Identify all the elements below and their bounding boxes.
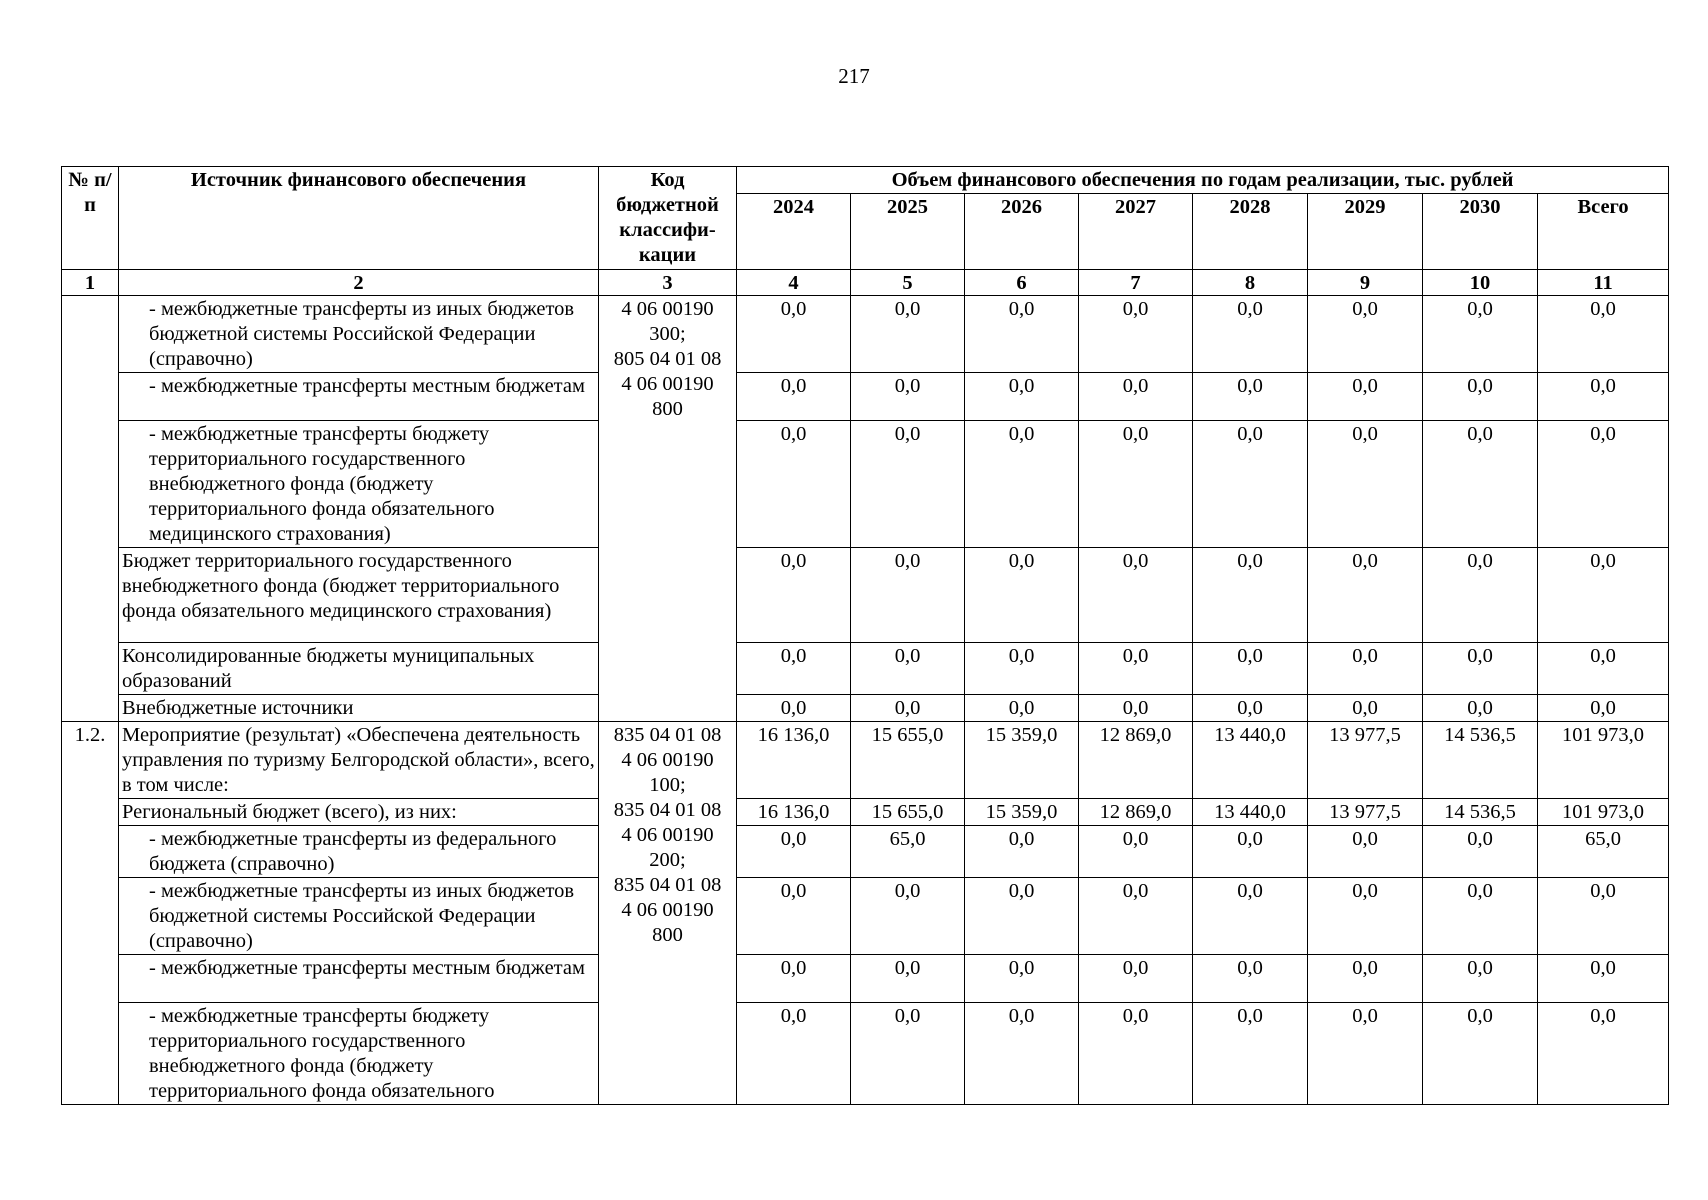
table-row	[62, 1003, 1669, 1105]
column-number: 8	[1193, 270, 1308, 296]
value-cell: 15 359,0	[965, 799, 1079, 826]
total-cell: 0,0	[1538, 421, 1669, 548]
col-header-volume: Объем финансового обеспечения по годам реализации, тыс. рублей	[737, 167, 1669, 194]
value-cell: 0,0	[851, 1003, 965, 1105]
source-cell: - межбюджетные трансферты из иных бюджетов бюджетной системы Российской Федерации (справочно)	[119, 878, 599, 955]
budget-code-line: 300;	[649, 323, 686, 345]
value-cell: 0,0	[1423, 421, 1538, 548]
value-cell: 0,0	[1079, 643, 1193, 695]
budget-code-line: 200;	[649, 849, 686, 871]
value-cell: 65,0	[851, 826, 965, 878]
value-cell: 0,0	[851, 695, 965, 722]
source-cell: - межбюджетные трансферты местным бюджетам	[119, 373, 599, 421]
value-cell: 0,0	[1423, 826, 1538, 878]
value-cell: 13 440,0	[1193, 799, 1308, 826]
total-cell: 0,0	[1538, 643, 1669, 695]
value-cell: 0,0	[1308, 955, 1423, 1003]
column-number: 7	[1079, 270, 1193, 296]
value-cell: 0,0	[1308, 296, 1423, 373]
value-cell: 0,0	[737, 548, 851, 643]
col-header-year: 2030	[1423, 194, 1538, 270]
value-cell: 0,0	[1193, 643, 1308, 695]
value-cell: 0,0	[1308, 548, 1423, 643]
budget-code-line: 800	[652, 924, 683, 946]
value-cell: 15 655,0	[851, 799, 965, 826]
table-row	[62, 955, 1669, 1003]
budget-code-line: 4 06 00190	[621, 749, 714, 771]
source-cell: Региональный бюджет (всего), из них:	[119, 799, 599, 826]
budget-code-cell	[599, 296, 737, 722]
budget-code-line: 805 04 01 08	[613, 348, 722, 370]
source-cell: - межбюджетные трансферты бюджету территориального государственного внебюджетного фонда (бюджету территориального фонда обязательного	[119, 1003, 599, 1105]
value-cell: 0,0	[1423, 296, 1538, 373]
value-cell: 0,0	[1308, 878, 1423, 955]
value-cell: 0,0	[1079, 296, 1193, 373]
total-cell: 0,0	[1538, 695, 1669, 722]
value-cell: 0,0	[851, 373, 965, 421]
budget-code-line: 4 06 00190	[621, 373, 714, 395]
value-cell: 0,0	[965, 955, 1079, 1003]
value-cell: 0,0	[737, 373, 851, 421]
budget-code-line: 835 04 01 08	[613, 724, 722, 746]
value-cell: 0,0	[965, 695, 1079, 722]
table-row	[62, 373, 1669, 421]
column-number: 4	[737, 270, 851, 296]
budget-code-line: 4 06 00190	[621, 298, 714, 320]
value-cell: 0,0	[965, 1003, 1079, 1105]
col-header-year: 2024	[737, 194, 851, 270]
value-cell: 0,0	[965, 643, 1079, 695]
col-header-year: 2026	[965, 194, 1079, 270]
column-number: 2	[119, 270, 599, 296]
value-cell: 0,0	[965, 548, 1079, 643]
source-cell: Мероприятие (результат) «Обеспечена деятельность управления по туризму Белгородской области», всего, в том числе:	[119, 722, 599, 799]
value-cell: 0,0	[1308, 421, 1423, 548]
col-header-total: Всего	[1538, 194, 1669, 270]
value-cell: 0,0	[1193, 1003, 1308, 1105]
value-cell: 16 136,0	[737, 722, 851, 799]
value-cell: 0,0	[1193, 421, 1308, 548]
table-row	[62, 799, 1669, 826]
row-number: 1.2.	[62, 722, 119, 1105]
value-cell: 0,0	[1193, 955, 1308, 1003]
value-cell: 0,0	[965, 878, 1079, 955]
value-cell: 0,0	[1423, 1003, 1538, 1105]
value-cell: 0,0	[1423, 373, 1538, 421]
total-cell: 0,0	[1538, 373, 1669, 421]
value-cell: 0,0	[1079, 1003, 1193, 1105]
total-cell: 0,0	[1538, 1003, 1669, 1105]
total-cell: 0,0	[1538, 878, 1669, 955]
budget-code-line: 100;	[649, 774, 686, 796]
column-number: 3	[599, 270, 737, 296]
value-cell: 14 536,5	[1423, 722, 1538, 799]
col-header-year: 2025	[851, 194, 965, 270]
value-cell: 13 977,5	[1308, 722, 1423, 799]
value-cell: 12 869,0	[1079, 722, 1193, 799]
value-cell: 0,0	[1193, 548, 1308, 643]
budget-code-line: 835 04 01 08	[613, 799, 722, 821]
value-cell: 0,0	[1079, 421, 1193, 548]
total-cell: 0,0	[1538, 548, 1669, 643]
column-number: 9	[1308, 270, 1423, 296]
value-cell: 0,0	[737, 296, 851, 373]
value-cell: 0,0	[1308, 695, 1423, 722]
value-cell: 0,0	[737, 955, 851, 1003]
source-cell: Бюджет территориального государственного внебюджетного фонда (бюджет территориального фонда обязательного медицинского страхования)	[119, 548, 599, 643]
budget-code-line: 4 06 00190	[621, 899, 714, 921]
column-number: 10	[1423, 270, 1538, 296]
value-cell: 0,0	[1193, 695, 1308, 722]
col-header-year: 2028	[1193, 194, 1308, 270]
value-cell: 14 536,5	[1423, 799, 1538, 826]
source-cell: - межбюджетные трансферты из федерального бюджета (справочно)	[119, 826, 599, 878]
value-cell: 0,0	[1079, 955, 1193, 1003]
budget-code-cell	[599, 722, 737, 1105]
table-row	[62, 722, 1669, 799]
value-cell: 0,0	[851, 421, 965, 548]
value-cell: 0,0	[1193, 373, 1308, 421]
value-cell: 0,0	[737, 695, 851, 722]
budget-code-line: 835 04 01 08	[613, 874, 722, 896]
value-cell: 13 440,0	[1193, 722, 1308, 799]
source-cell: - межбюджетные трансферты местным бюджетам	[119, 955, 599, 1003]
table-row	[62, 878, 1669, 955]
source-cell: - межбюджетные трансферты из иных бюджетов бюджетной системы Российской Федерации (справочно)	[119, 296, 599, 373]
table-row	[62, 421, 1669, 548]
column-number: 5	[851, 270, 965, 296]
total-cell: 0,0	[1538, 955, 1669, 1003]
value-cell: 15 359,0	[965, 722, 1079, 799]
value-cell: 0,0	[1079, 548, 1193, 643]
table-row	[62, 548, 1669, 643]
value-cell: 0,0	[737, 826, 851, 878]
value-cell: 0,0	[1079, 878, 1193, 955]
value-cell: 0,0	[737, 643, 851, 695]
source-cell: Внебюджетные источники	[119, 695, 599, 722]
column-number: 11	[1538, 270, 1669, 296]
total-cell: 0,0	[1538, 296, 1669, 373]
value-cell: 0,0	[1423, 878, 1538, 955]
value-cell: 0,0	[737, 1003, 851, 1105]
total-cell: 65,0	[1538, 826, 1669, 878]
col-header-year: 2027	[1079, 194, 1193, 270]
table-row	[62, 826, 1669, 878]
source-cell: Консолидированные бюджеты муниципальных образований	[119, 643, 599, 695]
page-number: 217	[838, 64, 870, 88]
col-header-code: Код бюджетной классифи-кации	[599, 167, 737, 270]
value-cell: 0,0	[1308, 643, 1423, 695]
value-cell: 0,0	[965, 296, 1079, 373]
value-cell: 15 655,0	[851, 722, 965, 799]
value-cell: 0,0	[737, 421, 851, 548]
column-number: 6	[965, 270, 1079, 296]
value-cell: 0,0	[965, 373, 1079, 421]
value-cell: 0,0	[1423, 643, 1538, 695]
source-cell: - межбюджетные трансферты бюджету территориального государственного внебюджетного фонда (бюджету территориального фонда обязательного медицинского страхования)	[119, 421, 599, 548]
value-cell: 0,0	[851, 548, 965, 643]
col-header-num: № п/п	[62, 167, 119, 270]
value-cell: 0,0	[851, 878, 965, 955]
column-number-row	[62, 270, 1669, 296]
table-row	[62, 643, 1669, 695]
col-header-year: 2029	[1308, 194, 1423, 270]
value-cell: 12 869,0	[1079, 799, 1193, 826]
table-row	[62, 695, 1669, 722]
value-cell: 0,0	[1193, 826, 1308, 878]
value-cell: 0,0	[1423, 548, 1538, 643]
total-cell: 101 973,0	[1538, 799, 1669, 826]
value-cell: 0,0	[1193, 296, 1308, 373]
value-cell: 0,0	[1079, 826, 1193, 878]
value-cell: 0,0	[1423, 955, 1538, 1003]
value-cell: 0,0	[1308, 826, 1423, 878]
value-cell: 0,0	[1079, 695, 1193, 722]
value-cell: 0,0	[851, 643, 965, 695]
value-cell: 0,0	[965, 826, 1079, 878]
value-cell: 0,0	[737, 878, 851, 955]
value-cell: 0,0	[851, 955, 965, 1003]
financing-table	[61, 166, 1669, 1105]
value-cell: 0,0	[1193, 878, 1308, 955]
row-number	[62, 296, 119, 722]
value-cell: 0,0	[965, 421, 1079, 548]
value-cell: 16 136,0	[737, 799, 851, 826]
budget-code-line: 800	[652, 398, 683, 420]
table-row	[62, 296, 1669, 373]
value-cell: 0,0	[1079, 373, 1193, 421]
total-cell: 101 973,0	[1538, 722, 1669, 799]
value-cell: 13 977,5	[1308, 799, 1423, 826]
value-cell: 0,0	[1308, 1003, 1423, 1105]
col-header-source: Источник финансового обеспечения	[119, 167, 599, 270]
budget-code-line: 4 06 00190	[621, 824, 714, 846]
value-cell: 0,0	[1308, 373, 1423, 421]
column-number: 1	[62, 270, 119, 296]
value-cell: 0,0	[1423, 695, 1538, 722]
value-cell: 0,0	[851, 296, 965, 373]
